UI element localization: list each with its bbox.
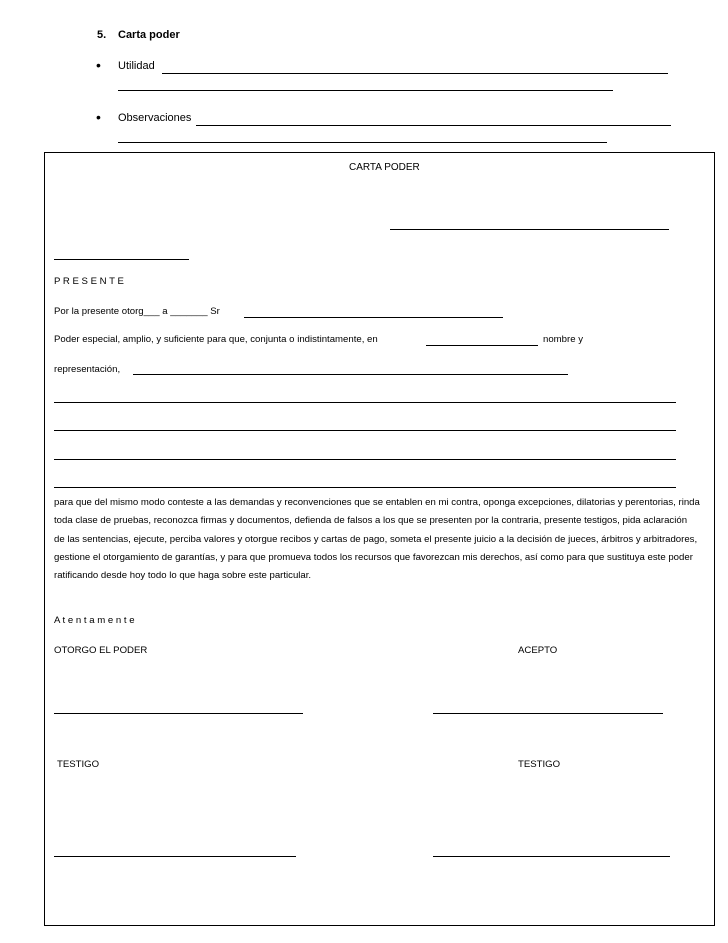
sr-name-line[interactable]	[244, 317, 503, 318]
testigo-left-label: TESTIGO	[57, 759, 100, 770]
observaciones-line[interactable]	[196, 125, 671, 126]
acepto-signature-line[interactable]	[433, 713, 663, 714]
section-title: Carta poder	[118, 29, 180, 41]
closing-text: A t e n t a m e n t e	[54, 615, 135, 626]
blank-line-3[interactable]	[54, 459, 676, 460]
utilidad-line-2[interactable]	[118, 90, 613, 91]
bullet-icon: •	[96, 57, 101, 73]
recipient-line[interactable]	[54, 259, 189, 260]
nombre-y-text: nombre y	[543, 334, 583, 345]
observaciones-line-2[interactable]	[118, 142, 607, 143]
otorgante-text: Por la presente otorg___ a _______ Sr	[54, 306, 220, 317]
bullet-icon: •	[96, 109, 101, 125]
representacion-line[interactable]	[133, 374, 568, 375]
body-paragraph: para que del mismo modo conteste a las demandas y reconvenciones que se entablen en mi contra, oponga excepciones, dilatorias y perentorias, rinda toda clase de pruebas, reconozca firmas y documentos, defienda de falsos a los que se presenten por la contraria, presente testigos, pida aclaración de las sentencias, ejecute, perciba valores y otorgue recibos y cartas de pago, someta el presente juicio a la decisión de jueces, árbitros y arbitradores, gestione el otorgamiento de garantías, y para que promueva todos los recursos que favorezcan mis derechos, así como para que sustituya este poder ratificando desde hoy todo lo que haga sobre este particular.	[54, 497, 700, 582]
representacion-text: representación,	[54, 364, 121, 375]
utilidad-line[interactable]	[162, 73, 668, 74]
otorgo-label: OTORGO EL PODER	[54, 645, 148, 656]
otorgo-signature-line[interactable]	[54, 713, 303, 714]
observaciones-label: Observaciones	[118, 112, 192, 124]
section-number: 5.	[97, 29, 107, 41]
presente-label: P R E S E N T E	[54, 276, 124, 287]
testigo-right-label: TESTIGO	[518, 759, 561, 770]
place-line[interactable]	[426, 345, 538, 346]
acepto-label: ACEPTO	[518, 645, 558, 656]
place-date-line[interactable]	[390, 229, 669, 230]
testigo-left-signature-line[interactable]	[54, 856, 296, 857]
blank-line-1[interactable]	[54, 402, 676, 403]
testigo-right-signature-line[interactable]	[433, 856, 670, 857]
poder-text: Poder especial, amplio, y suficiente para que, conjunta o indistintamente, en	[54, 334, 378, 345]
blank-line-2[interactable]	[54, 430, 676, 431]
utilidad-label: Utilidad	[118, 60, 155, 72]
form-title: CARTA PODER	[349, 162, 420, 173]
blank-line-4[interactable]	[54, 487, 676, 488]
